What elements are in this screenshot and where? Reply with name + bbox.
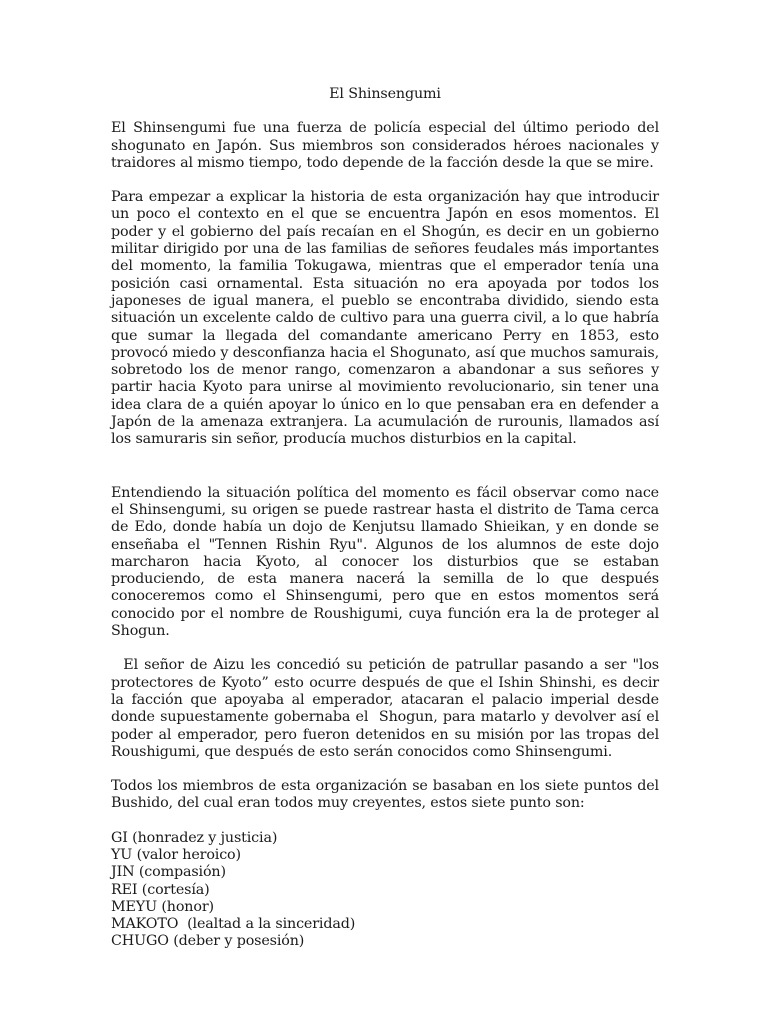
list-item: YU (valor heroico)	[111, 846, 241, 863]
list-item: REI (cortesía)	[111, 881, 210, 898]
bushido-virtues-list	[111, 830, 659, 951]
document-title: El Shinsengumi	[329, 86, 441, 102]
list-item: MEYU (honor)	[111, 898, 214, 915]
list-item: MAKOTO (lealtad a la sinceridad)	[111, 916, 356, 933]
list-item: CHUGO (deber y posesión)	[111, 933, 305, 950]
document-body	[111, 86, 664, 951]
list-item: JIN (compasión)	[111, 864, 226, 881]
paragraph-origin: Entendiendo la situación política del momento es fácil observar como nace el Shinsengumi, su origen se puede rastrear hasta el distrito de Tama cerca de Edo, donde había un dojo de Kenjutsu llamado Shieikan, y en donde se enseñaba el "Tennen Rishin Ryu". Algunos de los alumnos de este dojo marcharon hacia Kyoto, al conocer los disturbios que se estaban produciendo, de esta manera nacerá la semilla de lo que después conoceremos como el Shinsengumi, pero que en estos momentos será conocido por el nombre de Roushigumi, cuya función era la de proteger al Shogun.	[111, 484, 659, 640]
paragraph-bushido: Todos los miembros de esta organización se basaban en los siete puntos del Bushido, del cual eran todos muy creyentes, estos siete punto son:	[111, 778, 659, 812]
paragraph-intro: El Shinsengumi fue una fuerza de policía especial del último periodo del shogunato en Japón. Sus miembros son considerados héroes nacionales y traidores al mismo tiempo, todo depende de la facción desde la que se mire.	[111, 120, 659, 171]
paragraph-aizu: El señor de Aizu les concedió su petición de patrullar pasando a ser "los protectores de Kyoto” esto ocurre después de que el Ishin Shinshi, es decir la facción que apoyaba al emperador, atacaran el palacio imperial desde donde supuestamente gobernaba el Shogun, para matarlo y devolver así el poder al emperador, pero fueron detenidos en su misión por las tropas del Roushigumi, que después de esto serán conocidos como Shinsengumi.	[111, 657, 664, 760]
list-item: GI (honradez y justicia)	[111, 829, 278, 846]
paragraph-context: Para empezar a explicar la historia de esta organización hay que introducir un poco el contexto en el que se encuentra Japón en esos momentos. El poder y el gobierno del país recaían en el Shogún, es decir en un gobierno militar dirigido por una de las familias de señores feudales más importantes del momento, la familia Tokugawa, mientras que el emperador tenía una posición casi ornamental. Esta situación no era apoyada por todos los japoneses de igual manera, el pueblo se encontraba dividido, siendo esta situación un excelente caldo de cultivo para una guerra civil, a lo que habría que sumar la llegada del comandante americano Perry en 1853, esto provocó miedo y desconfianza hacia el Shogunato, así que muchos samurais, sobretodo los de menor rango, comenzaron a abandonar a sus señores y partir hacia Kyoto para unirse al movimiento revolucionario, sin tener una idea clara de a quién apoyar lo único en lo que pensaban era en defender a Japón de la amenaza extranjera. La acumulación de rurounis, llamados así los samuraris sin señor, producía muchos disturbios en la capital.	[111, 189, 659, 448]
